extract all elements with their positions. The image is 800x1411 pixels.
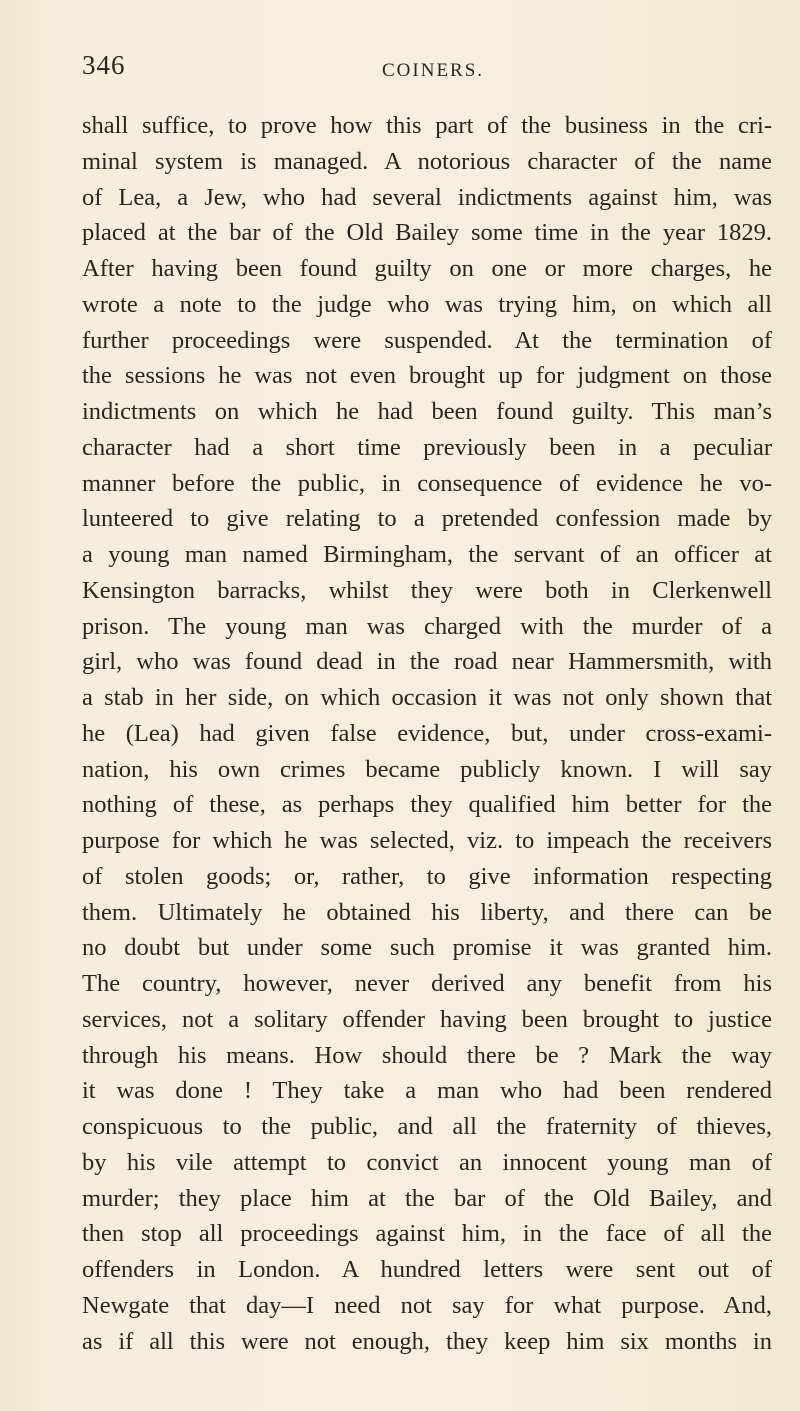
text-line: further proceedings were suspended. At the termination of xyxy=(82,326,772,354)
text-line: of stolen goods; or, rather, to give information respecting xyxy=(82,862,772,890)
text-line: then stop all proceedings against him, in the face of all the xyxy=(82,1220,772,1248)
running-head xyxy=(82,50,772,90)
text-line: them. Ultimately he obtained his liberty, and there can be xyxy=(82,898,772,926)
text-line: nothing of these, as perhaps they qualified him better for the xyxy=(82,791,772,819)
text-line: as if all this were not enough, they keep him six months in xyxy=(82,1327,772,1355)
text-line: minal system is managed. A notorious character of the name xyxy=(82,147,772,175)
running-title: COINERS. xyxy=(382,60,485,81)
text-line: character had a short time previously been in a peculiar xyxy=(82,433,772,461)
text-line: services, not a solitary offender having been brought to justice xyxy=(82,1005,772,1033)
text-line: manner before the public, in consequence of evidence he vo- xyxy=(82,469,772,497)
text-line: lunteered to give relating to a pretended confession made by xyxy=(82,505,772,533)
text-line: no doubt but under some such promise it was granted him. xyxy=(82,934,772,962)
text-line: by his vile attempt to convict an innocent young man of xyxy=(82,1148,772,1176)
text-line: The country, however, never derived any benefit from his xyxy=(82,970,772,997)
text-line: prison. The young man was charged with the murder of a xyxy=(82,612,772,640)
text-line: murder; they place him at the bar of the Old Bailey, and xyxy=(82,1184,772,1212)
text-line: conspicuous to the public, and all the fraternity of thieves, xyxy=(82,1113,772,1140)
text-line: indictments on which he had been found guilty. This man’s xyxy=(82,398,772,425)
text-line: it was done ! They take a man who had been rendered xyxy=(82,1077,772,1105)
text-line: purpose for which he was selected, viz. to impeach the receivers xyxy=(82,827,772,854)
text-line: Newgate that day—I need not say for what purpose. And, xyxy=(82,1291,772,1319)
text-line: nation, his own crimes became publicly known. I will say xyxy=(82,755,772,783)
body-text xyxy=(82,108,772,1359)
text-line: shall suffice, to prove how this part of the business in the cri- xyxy=(82,112,772,139)
text-line: girl, who was found dead in the road near Hammersmith, with xyxy=(82,648,772,676)
text-line: offenders in London. A hundred letters were sent out of xyxy=(82,1256,772,1283)
text-line: through his means. How should there be ? Mark the way xyxy=(82,1041,772,1069)
text-line: he (Lea) had given false evidence, but, under cross-exami- xyxy=(82,719,772,747)
text-line: placed at the bar of the Old Bailey some time in the year 1829. xyxy=(82,219,772,247)
text-line: After having been found guilty on one or more charges, he xyxy=(82,255,772,282)
text-line: a stab in her side, on which occasion it was not only shown that xyxy=(82,684,772,711)
text-line: wrote a note to the judge who was trying him, on which all xyxy=(82,290,772,318)
text-line: Kensington barracks, whilst they were both in Clerkenwell xyxy=(82,576,772,604)
page-number: 346 xyxy=(82,50,126,80)
text-line: of Lea, a Jew, who had several indictments against him, was xyxy=(82,183,772,211)
text-line: a young man named Birmingham, the servant of an officer at xyxy=(82,541,772,568)
text-line: the sessions he was not even brought up for judgment on those xyxy=(82,362,772,390)
